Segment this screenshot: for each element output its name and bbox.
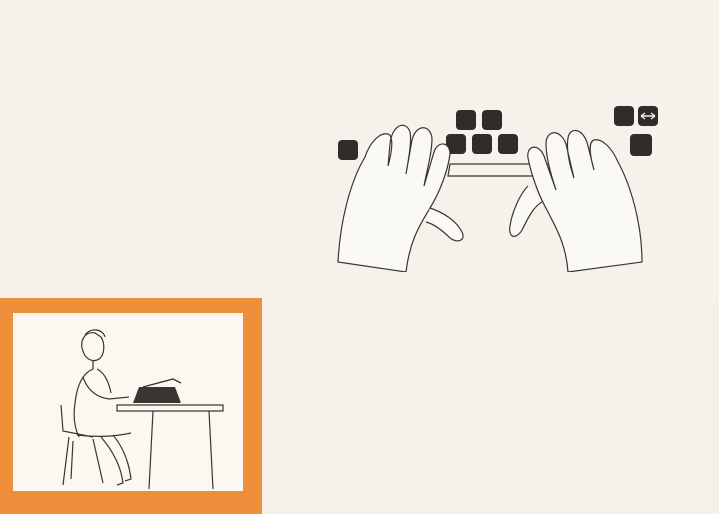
keyboard-key xyxy=(338,140,358,160)
desk xyxy=(117,405,223,489)
blindschreiben-text xyxy=(14,43,260,49)
right-hand xyxy=(510,130,642,272)
typewriter xyxy=(133,379,181,403)
keyboard-key xyxy=(456,110,476,130)
keyboard-key xyxy=(614,106,634,126)
keyboard-key xyxy=(472,134,492,154)
keyboard-key xyxy=(498,134,518,154)
decorative-square-strip xyxy=(278,298,719,314)
keyboard-key xyxy=(630,134,652,156)
keyboard-key xyxy=(482,110,502,130)
arrow-key xyxy=(638,106,658,126)
keyboard-hands-illustration xyxy=(330,62,660,272)
typist-at-desk-illustration xyxy=(13,313,243,491)
typist-figure xyxy=(61,330,131,485)
